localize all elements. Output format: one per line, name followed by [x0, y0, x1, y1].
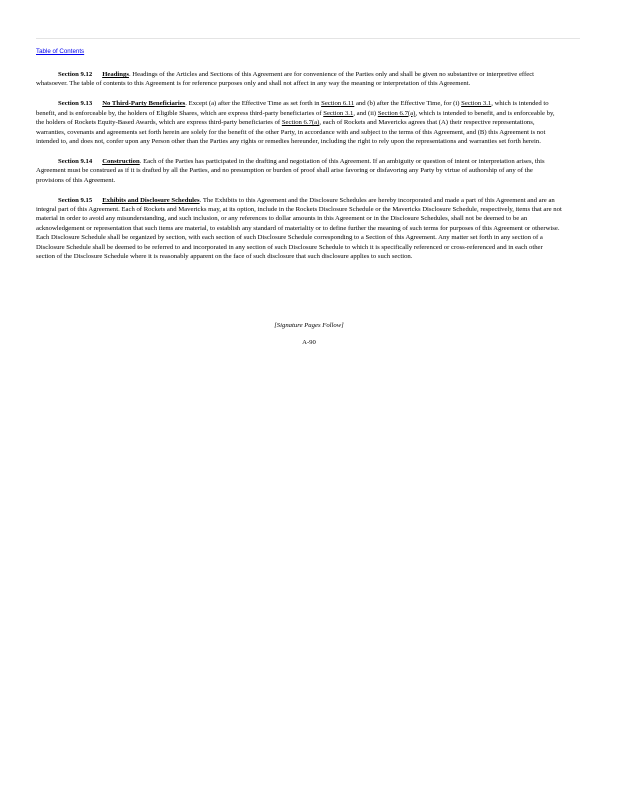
- section-text: , which is intended to benefit, and is enforceable by, the holders of Eligible Shares, which are express third-party beneficiaries of: [36, 100, 549, 117]
- section-text: , and (ii): [353, 109, 378, 117]
- section-text: , which is intended to benefit, and is enforceable by, the holders of Rockets Equity-Based Awards, which are express third-party beneficiaries of: [36, 109, 555, 127]
- section-number: Section 9.14: [58, 157, 93, 165]
- section-heading-period: .: [139, 157, 142, 165]
- section-heading: Construction: [102, 157, 140, 165]
- section-text: Headings of the Articles and Sections of this Agreement are for convenience of the Parties only and shall be given no substantive or interpretive effect whatsoever. The table of contents to this Agreement is for reference purposes only and shall not affect in any way the meaning or interpretation of this Agreement.: [36, 71, 535, 88]
- section-cross-reference[interactable]: Section 6.7(a): [377, 109, 416, 117]
- section-heading-period: .: [128, 71, 131, 78]
- section-heading-period: .: [199, 196, 202, 204]
- section-heading-period: .: [185, 100, 187, 108]
- section-heading: Headings: [102, 71, 129, 78]
- section-text: and (b) after the Effective Time, for (i): [354, 100, 462, 108]
- section-number: Section 9.15: [58, 196, 93, 204]
- section-paragraph: [36, 196, 562, 262]
- section-cross-reference[interactable]: Section 6.11: [321, 100, 355, 108]
- page-number: A-90: [302, 339, 316, 346]
- agreement-body: [36, 70, 562, 272]
- section-heading: No Third-Party Beneficiaries: [102, 100, 186, 108]
- table-of-contents-link[interactable]: Table of Contents: [36, 48, 85, 55]
- section-text: , each of Rockets and Mavericks agrees that (A) their respective representations, warranties, covenants and agreements set forth herein are solely for the benefit of the other Party, in accordance with and subject to the terms of this Agreement, and (B) this Agreement is not intended to, and does not, confer upon any Person other than the Parties any rights or remedies hereunder, including the right to rely upon the representations and warranties set forth herein.: [36, 119, 546, 145]
- section-text: The Exhibits to this Agreement and the Disclosure Schedules are hereby incorporated and made a part of this Agreement and are an integral part of this Agreement. Each of Rockets and Mavericks may, at its option, include in the Rockets Disclosure Schedule or the Mavericks Disclosure Schedule, respectively, items that are not material in order to avoid any misunderstanding, and such inclusion, or any references to dollar amounts in this Agreement or in the Disclosure Schedules, shall not be deemed to be an acknowledgement or representation that such items are material, to establish any standard of materiality or to define further the meaning of such terms for purposes of this Agreement or otherwise. Each Disclosure Schedule shall be organized by section, with each section of such Disclosure Schedule corresponding to a Section of this Agreement. Any matter set forth in any section of a Disclosure Schedule shall be deemed to be referred to and incorporated in any section of such Disclosure Schedule to which it is specifically referenced or cross-referenced and in each other section of the Disclosure Schedule where it is reasonably apparent on the face of such disclosure that such disclosure applies to such section.: [36, 196, 562, 260]
- signature-pages-follow-note: [Signature Pages Follow]: [274, 322, 344, 329]
- section-paragraph: [36, 157, 562, 185]
- section-cross-reference[interactable]: Section 3.1: [461, 100, 492, 108]
- header-rule: [36, 38, 580, 39]
- section-number: Section 9.13: [58, 100, 93, 108]
- section-text: Except (a) after the Effective Time as set forth in: [186, 100, 322, 108]
- section-paragraph: [36, 70, 562, 89]
- section-text: Each of the Parties has participated in the drafting and negotiation of this Agreement. If an ambiguity or question of intent or interpretation arises, this Agreement must be construed as if it is drafted by all the Parties, and no presumption or burden of proof shall arise favoring or disfavoring any Party by virtue of authorship of any of the provisions of this Agreement.: [36, 157, 545, 184]
- section-heading: Exhibits and Disclosure Schedules: [102, 196, 200, 204]
- section-number: Section 9.12: [58, 71, 93, 78]
- section-cross-reference[interactable]: Section 3.1: [323, 109, 354, 117]
- section-cross-reference[interactable]: Section 6.7(a): [281, 119, 320, 127]
- section-paragraph: [36, 99, 562, 146]
